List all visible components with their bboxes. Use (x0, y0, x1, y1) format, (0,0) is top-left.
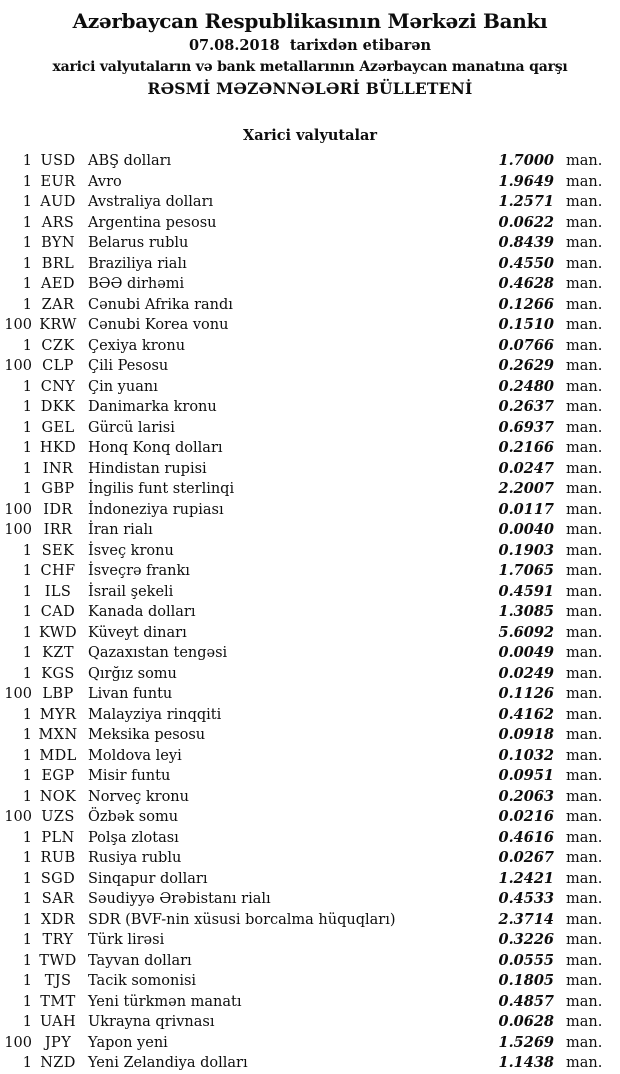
rate-row (0, 684, 602, 705)
unit-label: man. (566, 870, 603, 887)
currency-code: NZD (40, 1055, 76, 1071)
currency-name: İsveçrə frankı (88, 563, 190, 579)
nominal-value: 1 (22, 870, 32, 887)
rate-value: 1.3085 (498, 603, 554, 620)
rate-row (0, 705, 602, 726)
unit-label: man. (566, 378, 603, 395)
unit-label: man. (566, 235, 603, 251)
currency-name: Küveyt dinarı (88, 624, 187, 641)
rate-value: 0.1510 (498, 316, 554, 333)
nominal-value: 100 (4, 809, 32, 825)
currency-code: HKD (39, 440, 77, 456)
currency-code: CNY (40, 378, 76, 395)
rate-row (0, 459, 602, 480)
rate-value: 0.4550 (498, 254, 554, 272)
unit-label: man. (566, 419, 603, 436)
unit-label: man. (566, 337, 603, 354)
rate-value: 1.7000 (498, 152, 554, 169)
nominal-value: 100 (4, 358, 32, 374)
unit-label: man. (566, 399, 603, 415)
currency-name: Sinqapur dolları (88, 870, 208, 887)
unit-label: man. (566, 993, 603, 1010)
unit-label: man. (566, 952, 603, 969)
rate-value: 0.0040 (498, 521, 554, 538)
rate-row (0, 356, 602, 377)
unit-label: man. (566, 1055, 603, 1071)
rate-row (0, 643, 602, 664)
currency-name: İndoneziya rupiası (88, 501, 224, 518)
unit-label: man. (566, 973, 603, 989)
rate-value: 0.0951 (498, 767, 554, 784)
bank-name-title: Azərbaycan Respublikasının Mərkəzi Bankı (72, 9, 548, 33)
currency-name: Malayziya rinqqiti (88, 706, 222, 723)
nominal-value: 1 (22, 727, 32, 743)
rate-value: 0.2629 (498, 357, 554, 374)
nominal-value: 1 (22, 378, 32, 395)
rate-row (0, 992, 602, 1013)
currency-name: Avstraliya dolları (88, 194, 214, 210)
currency-code: SGD (40, 870, 76, 887)
unit-label: man. (566, 665, 603, 682)
rate-value: 0.1266 (498, 295, 554, 313)
rate-row (0, 1033, 602, 1054)
nominal-value: 1 (22, 276, 32, 292)
rate-value: 0.6937 (498, 418, 554, 436)
rate-value: 0.8439 (498, 234, 554, 251)
rate-row (0, 541, 602, 562)
unit-label: man. (566, 194, 603, 210)
currency-code: INR (42, 460, 74, 477)
rate-row (0, 602, 602, 623)
currency-name: Çin yuanı (88, 378, 158, 395)
rate-value: 0.0216 (498, 808, 554, 825)
currency-code: DKK (40, 399, 76, 415)
rate-row (0, 746, 602, 767)
currency-code: ZAR (41, 296, 75, 313)
currency-code: ARS (41, 214, 75, 231)
nominal-value: 1 (22, 993, 32, 1010)
nominal-value: 1 (22, 194, 32, 210)
unit-label: man. (566, 911, 603, 928)
currency-name: Yapon yeni (88, 1034, 168, 1051)
nominal-value: 1 (22, 891, 32, 907)
rate-value: 0.0117 (498, 500, 554, 518)
currency-code: TWD (39, 952, 77, 969)
unit-label: man. (566, 522, 603, 538)
unit-label: man. (566, 317, 603, 333)
currency-name: Rusiya rublu (88, 850, 182, 866)
unit-label: man. (566, 932, 603, 948)
rate-value: 0.0555 (498, 951, 554, 969)
rate-value: 0.1126 (498, 685, 554, 702)
unit-label: man. (566, 706, 603, 723)
nominal-value: 1 (22, 1055, 32, 1071)
currency-code: NOK (39, 788, 77, 805)
nominal-value: 1 (22, 768, 32, 784)
currency-code: AUD (40, 194, 76, 210)
rate-value: 1.2421 (498, 869, 554, 887)
unit-label: man. (566, 788, 603, 805)
rate-value: 1.7065 (498, 562, 554, 579)
nominal-value: 1 (22, 481, 32, 497)
bulletin-header (0, 9, 620, 98)
nominal-value: 1 (22, 706, 32, 723)
rate-row (0, 151, 602, 172)
rate-row (0, 1053, 602, 1074)
rate-row (0, 254, 602, 275)
rate-row (0, 213, 602, 234)
currency-code: PLN (41, 829, 75, 846)
rate-row (0, 623, 602, 644)
currency-name: Polşa zlotası (88, 829, 179, 846)
currency-code: MYR (39, 706, 77, 723)
currency-code: EGP (41, 768, 75, 784)
rate-value: 5.6092 (498, 623, 554, 641)
rate-row (0, 500, 602, 521)
rate-value: 0.1805 (498, 972, 554, 989)
nominal-value: 1 (22, 173, 32, 190)
currency-code: SEK (41, 542, 75, 559)
nominal-value: 1 (22, 747, 32, 764)
unit-label: man. (566, 583, 603, 600)
nominal-value: 1 (22, 932, 32, 948)
currency-name: Yeni Zelandiya dolları (88, 1055, 248, 1071)
currency-code: IDR (43, 501, 73, 518)
nominal-value: 1 (22, 645, 32, 661)
rate-value: 1.2571 (498, 193, 554, 210)
currency-name: Livan funtu (88, 686, 173, 702)
rate-value: 1.1438 (498, 1054, 554, 1071)
nominal-value: 1 (22, 911, 32, 928)
rate-value: 0.0622 (498, 213, 554, 231)
nominal-value: 1 (22, 952, 32, 969)
rate-row (0, 787, 602, 808)
rate-row (0, 582, 602, 603)
currency-code: KWD (38, 624, 78, 641)
nominal-value: 1 (22, 583, 32, 600)
currency-code: UAH (39, 1014, 77, 1030)
rate-value: 0.0918 (498, 726, 554, 743)
nominal-value: 1 (22, 337, 32, 354)
rate-value: 0.4857 (498, 992, 554, 1010)
currency-code: TRY (42, 932, 74, 948)
currency-code: RUB (40, 850, 76, 866)
currency-code: KRW (39, 317, 77, 333)
rate-value: 0.4628 (498, 275, 554, 292)
currency-name: Misir funtu (88, 768, 171, 784)
currency-code: IRR (43, 522, 73, 538)
currency-code: CZK (41, 337, 75, 354)
currency-code: MXN (38, 727, 78, 743)
rate-row (0, 315, 602, 336)
currency-code: KGS (41, 665, 75, 682)
rate-row (0, 295, 602, 316)
rate-value: 0.0766 (498, 336, 554, 354)
bulletin-subtitle: xarici valyutaların və bank metallarının Azərbaycan manatına qarşı (52, 59, 568, 75)
unit-label: man. (566, 440, 603, 456)
nominal-value: 1 (22, 665, 32, 682)
rate-row (0, 172, 602, 193)
nominal-value: 1 (22, 563, 32, 579)
rate-value: 0.3226 (498, 931, 554, 948)
rate-value: 0.4162 (498, 705, 554, 723)
currency-name: Belarus rublu (88, 235, 189, 251)
currency-name: Qırğız somu (88, 665, 177, 682)
rate-row (0, 951, 602, 972)
unit-label: man. (566, 460, 603, 477)
currency-name: Argentina pesosu (88, 214, 217, 231)
unit-label: man. (566, 563, 603, 579)
rate-row (0, 418, 602, 439)
rate-value: 0.2063 (498, 787, 554, 805)
currency-code: MDL (39, 747, 77, 764)
unit-label: man. (566, 358, 603, 374)
currency-code: UZS (41, 809, 75, 825)
nominal-value: 1 (22, 399, 32, 415)
currency-name: Tayvan dolları (88, 952, 192, 969)
rate-value: 2.2007 (498, 480, 554, 497)
currency-name: Səudiyyə Ərəbistanı rialı (88, 891, 271, 907)
unit-label: man. (566, 645, 603, 661)
currency-name: İsrail şekeli (88, 583, 174, 600)
rate-row (0, 377, 602, 398)
nominal-value: 100 (4, 501, 32, 518)
currency-name: İngilis funt sterlinqi (88, 481, 235, 497)
nominal-value: 1 (22, 624, 32, 641)
effective-date-line: 07.08.2018 tarixdən etibarən (188, 37, 432, 54)
currency-name: Meksika pesosu (88, 727, 206, 743)
rate-row (0, 274, 602, 295)
rate-value: 0.0249 (498, 664, 554, 682)
rate-row (0, 561, 602, 582)
rate-row (0, 889, 602, 910)
currency-code: CLP (42, 358, 74, 374)
currency-code: SAR (41, 891, 75, 907)
rate-value: 0.0049 (498, 644, 554, 661)
currency-name: Danimarka kronu (88, 399, 217, 415)
currency-code: TJS (44, 973, 72, 989)
currency-name: Cənubi Korea vonu (88, 317, 229, 333)
currency-name: Hindistan rupisi (88, 460, 207, 477)
currency-name: Ukrayna qrivnası (88, 1014, 215, 1030)
nominal-value: 1 (22, 255, 32, 272)
bulletin-title: RƏSMİ MƏZƏNNƏLƏRİ BÜLLETENİ (147, 79, 473, 98)
rate-row (0, 807, 602, 828)
exchange-rates-table (0, 151, 620, 1074)
rate-value: 0.4616 (498, 828, 554, 846)
unit-label: man. (566, 296, 603, 313)
rate-row (0, 397, 602, 418)
currency-name: Yeni türkmən manatı (88, 993, 242, 1010)
rate-row (0, 1012, 602, 1033)
currency-name: Norveç kronu (88, 788, 189, 805)
rate-value: 0.2480 (498, 377, 554, 395)
nominal-value: 1 (22, 296, 32, 313)
currency-code: EUR (40, 173, 76, 190)
rate-value: 1.5269 (498, 1033, 554, 1051)
rate-value: 0.0247 (498, 459, 554, 477)
nominal-value: 100 (4, 686, 32, 702)
currency-name: Tacik somonisi (88, 973, 197, 989)
nominal-value: 1 (22, 604, 32, 620)
rate-row (0, 438, 602, 459)
rate-row (0, 869, 602, 890)
rate-row (0, 930, 602, 951)
currency-code: CAD (40, 604, 76, 620)
nominal-value: 1 (22, 829, 32, 846)
nominal-value: 1 (22, 973, 32, 989)
nominal-value: 1 (22, 850, 32, 866)
currency-name: Özbək somu (88, 809, 179, 825)
rate-value: 0.1903 (498, 541, 554, 559)
rate-value: 0.2637 (498, 398, 554, 415)
rate-value: 0.1032 (498, 746, 554, 764)
rate-row (0, 828, 602, 849)
unit-label: man. (566, 255, 603, 272)
currency-code: AED (41, 276, 75, 292)
unit-label: man. (566, 481, 603, 497)
unit-label: man. (566, 747, 603, 764)
rate-value: 0.4533 (498, 890, 554, 907)
nominal-value: 1 (22, 460, 32, 477)
unit-label: man. (566, 624, 603, 641)
rate-value: 0.0267 (498, 849, 554, 866)
unit-label: man. (566, 276, 603, 292)
rate-row (0, 766, 602, 787)
currency-code: TMT (40, 993, 76, 1010)
nominal-value: 1 (22, 542, 32, 559)
nominal-value: 1 (22, 153, 32, 169)
section-title-foreign-currencies: Xarici valyutalar (242, 127, 378, 144)
rate-value: 0.2166 (498, 439, 554, 456)
currency-name: Kanada dolları (88, 604, 196, 620)
unit-label: man. (566, 173, 603, 190)
nominal-value: 1 (22, 440, 32, 456)
nominal-value: 100 (4, 317, 32, 333)
unit-label: man. (566, 768, 603, 784)
unit-label: man. (566, 809, 603, 825)
nominal-value: 1 (22, 1014, 32, 1030)
unit-label: man. (566, 501, 603, 518)
rate-row (0, 848, 602, 869)
unit-label: man. (566, 604, 603, 620)
rate-row (0, 192, 602, 213)
nominal-value: 1 (22, 419, 32, 436)
unit-label: man. (566, 829, 603, 846)
unit-label: man. (566, 891, 603, 907)
currency-code: USD (40, 153, 76, 169)
currency-code: XDR (40, 911, 76, 928)
currency-name: SDR (BVF-nin xüsusi borcalma hüquqları) (88, 911, 396, 928)
rate-row (0, 971, 602, 992)
currency-code: BYN (41, 235, 75, 251)
rate-value: 1.9649 (498, 172, 554, 190)
unit-label: man. (566, 686, 603, 702)
rate-row (0, 520, 602, 541)
nominal-value: 100 (4, 522, 32, 538)
currency-name: İran rialı (88, 522, 153, 538)
currency-name: Çili Pesosu (88, 358, 169, 374)
currency-code: BRL (41, 255, 75, 272)
currency-name: Qazaxıstan tengəsi (88, 645, 228, 661)
currency-name: Moldova leyi (88, 747, 182, 764)
currency-code: CHF (40, 563, 76, 579)
rate-value: 2.3714 (498, 910, 554, 928)
currency-name: Türk lirəsi (88, 932, 165, 948)
currency-name: Honq Konq dolları (88, 440, 223, 456)
currency-name: İsveç kronu (88, 542, 174, 559)
rate-row (0, 664, 602, 685)
rate-row (0, 233, 602, 254)
currency-name: Braziliya rialı (88, 255, 187, 272)
nominal-value: 1 (22, 788, 32, 805)
unit-label: man. (566, 1014, 603, 1030)
unit-label: man. (566, 727, 603, 743)
currency-name: Gürcü larisi (88, 419, 175, 436)
currency-code: KZT (42, 645, 74, 661)
currency-code: JPY (44, 1034, 72, 1051)
currency-code: GEL (41, 419, 75, 436)
currency-name: Cənubi Afrika randı (88, 296, 233, 313)
currency-name: Çexiya kronu (88, 337, 186, 354)
unit-label: man. (566, 153, 603, 169)
nominal-value: 1 (22, 235, 32, 251)
unit-label: man. (566, 1034, 603, 1051)
rate-row (0, 910, 602, 931)
rate-row (0, 725, 602, 746)
currency-name: Avro (88, 173, 122, 190)
unit-label: man. (566, 214, 603, 231)
unit-label: man. (566, 542, 603, 559)
rate-row (0, 336, 602, 357)
unit-label: man. (566, 850, 603, 866)
currency-code: LBP (42, 686, 74, 702)
rate-row (0, 479, 602, 500)
nominal-value: 1 (22, 214, 32, 231)
nominal-value: 100 (4, 1034, 32, 1051)
rate-value: 0.0628 (498, 1013, 554, 1030)
currency-name: BƏƏ dirhəmi (88, 276, 185, 292)
rate-value: 0.4591 (498, 582, 554, 600)
currency-code: GBP (41, 481, 75, 497)
currency-name: ABŞ dolları (88, 153, 172, 169)
currency-code: ILS (44, 583, 72, 600)
